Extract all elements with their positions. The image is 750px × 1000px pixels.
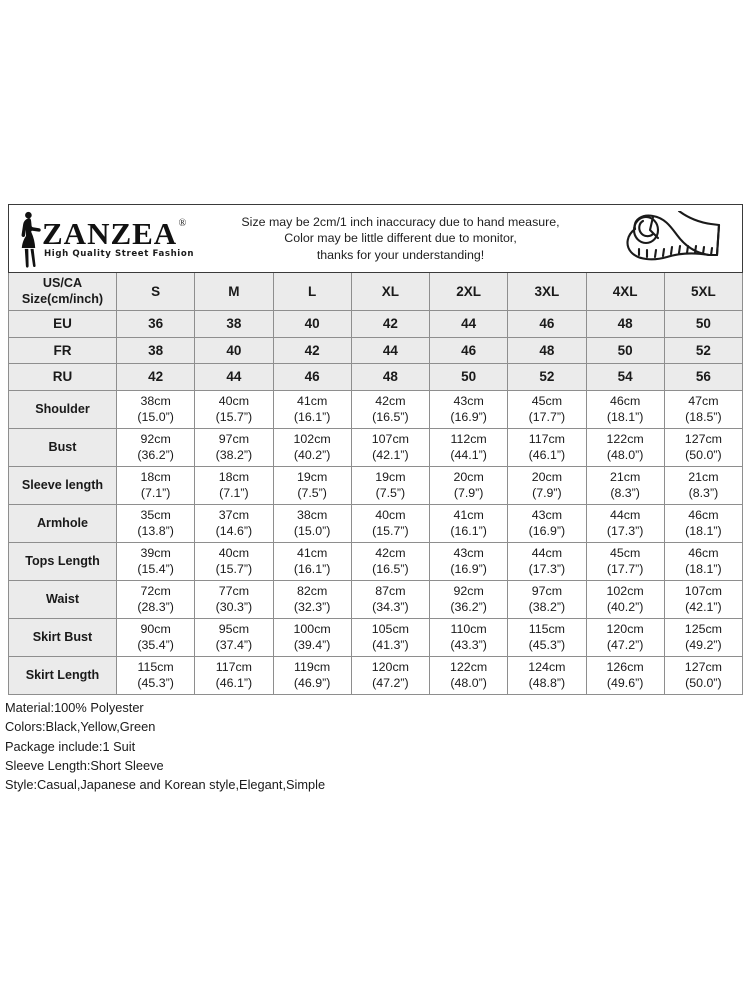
cell-waist-2xl (430, 580, 508, 618)
cell-waist-3xl (508, 580, 586, 618)
cell-shoulder-s (117, 390, 195, 428)
measurement-row-shoulder (9, 390, 743, 428)
cell-eu-4xl: 48 (586, 311, 664, 338)
tape-icon-box (602, 211, 742, 267)
detail-line-4: Sleeve Length:Short Sleeve (5, 757, 164, 773)
cell-bust-xl (351, 428, 429, 466)
value-cm: 125cm (684, 622, 722, 636)
cell-ru-l: 46 (273, 364, 351, 391)
value-cm: 38cm (140, 394, 171, 408)
cell-sleeve-length-2xl (430, 466, 508, 504)
value-inch: (43.3”) (450, 638, 487, 652)
row-label-waist: Waist (9, 580, 117, 618)
value-cm: 87cm (375, 584, 406, 598)
cell-armhole-5xl (664, 504, 742, 542)
cell-skirt-length-3xl (508, 656, 586, 694)
value-inch: (38.2”) (215, 448, 253, 462)
value-inch: (17.3”) (528, 562, 566, 576)
value-cm: 102cm (293, 432, 331, 446)
value-inch: (16.5”) (372, 410, 409, 424)
cell-tops-length-l (273, 542, 351, 580)
value-inch: (48.0”) (606, 448, 644, 462)
value-cm: 38cm (296, 508, 328, 522)
cell-armhole-l (273, 504, 351, 542)
cell-shoulder-2xl (430, 390, 508, 428)
value-cm: 18cm (218, 470, 250, 484)
cell-fr-m: 40 (195, 337, 273, 364)
value-inch: (37.4”) (215, 638, 253, 652)
cell-skirt-bust-5xl (664, 618, 742, 656)
cell-waist-5xl (664, 580, 742, 618)
value-cm: 72cm (140, 584, 171, 598)
cell-fr-3xl: 48 (508, 337, 586, 364)
value-cm: 40cm (375, 508, 406, 522)
value-cm: 41cm (296, 546, 328, 560)
cell-eu-s: 36 (117, 311, 195, 338)
cell-skirt-bust-3xl (508, 618, 586, 656)
value-cm: 117cm (528, 432, 566, 446)
cell-shoulder-l (273, 390, 351, 428)
value-inch: (45.3”) (528, 638, 566, 652)
value-cm: 45cm (531, 394, 563, 408)
cell-sleeve-length-m (195, 466, 273, 504)
cell-armhole-s (117, 504, 195, 542)
detail-line-3: Package include:1 Suit (5, 738, 136, 754)
brand-logo (9, 210, 199, 268)
value-inch: (16.1”) (450, 524, 487, 538)
corner-label-line-2: Size(cm/inch) (21, 291, 104, 306)
measurement-row-waist (9, 580, 743, 618)
cell-waist-m (195, 580, 273, 618)
row-label-eu: EU (9, 311, 117, 338)
value-cm: 107cm (371, 432, 409, 446)
cell-fr-5xl: 52 (664, 337, 742, 364)
value-inch: (44.1”) (450, 448, 487, 462)
value-inch: (15.0”) (137, 410, 174, 424)
value-cm: 107cm (684, 584, 722, 598)
value-cm: 122cm (450, 660, 488, 674)
region-row-ru (9, 364, 743, 391)
value-inch: (38.2”) (528, 600, 566, 614)
value-cm: 43cm (531, 508, 563, 522)
cell-skirt-bust-4xl (586, 618, 664, 656)
measurement-row-armhole (9, 504, 743, 542)
cell-fr-s: 38 (117, 337, 195, 364)
cell-armhole-2xl (430, 504, 508, 542)
cell-sleeve-length-5xl (664, 466, 742, 504)
value-cm: 20cm (453, 470, 484, 484)
value-cm: 43cm (453, 394, 484, 408)
measuring-tape-icon (613, 211, 731, 267)
value-inch: (18.1”) (685, 524, 722, 538)
cell-skirt-bust-xl (351, 618, 429, 656)
cell-skirt-bust-m (195, 618, 273, 656)
cell-armhole-xl (351, 504, 429, 542)
value-cm: 115cm (528, 622, 566, 636)
size-chart-table (8, 204, 743, 695)
size-column-header-4xl: 4XL (586, 273, 664, 311)
value-inch: (15.0”) (293, 524, 331, 538)
value-cm: 122cm (606, 432, 644, 446)
notice-line-1: Size may be 2cm/1 inch inaccuracy due to hand measure, (241, 214, 560, 229)
row-label-skirt-length: Skirt Length (9, 656, 117, 694)
value-cm: 120cm (371, 660, 409, 674)
value-cm: 77cm (218, 584, 250, 598)
value-inch: (39.4”) (293, 638, 331, 652)
cell-ru-4xl: 54 (586, 364, 664, 391)
value-inch: (14.6”) (215, 524, 253, 538)
value-inch: (42.1”) (685, 600, 722, 614)
size-column-header-m: M (195, 273, 273, 311)
header-corner-label (9, 273, 117, 311)
cell-skirt-length-xl (351, 656, 429, 694)
value-cm: 124cm (528, 660, 566, 674)
woman-silhouette-icon (15, 210, 41, 268)
cell-shoulder-3xl (508, 390, 586, 428)
measurement-row-skirt-length (9, 656, 743, 694)
cell-tops-length-4xl (586, 542, 664, 580)
value-cm: 112cm (450, 432, 487, 446)
cell-bust-5xl (664, 428, 742, 466)
cell-tops-length-2xl (430, 542, 508, 580)
value-cm: 92cm (140, 432, 171, 446)
value-cm: 100cm (293, 622, 331, 636)
value-inch: (36.2”) (137, 448, 174, 462)
value-cm: 46cm (609, 394, 641, 408)
value-inch: (48.8”) (528, 676, 566, 690)
value-cm: 82cm (296, 584, 328, 598)
value-inch: (36.2”) (450, 600, 487, 614)
detail-line-5: Style:Casual,Japanese and Korean style,Elegant,Simple (5, 777, 326, 793)
cell-eu-xl: 42 (351, 311, 429, 338)
measurement-row-sleeve-length (9, 466, 743, 504)
value-inch: (13.8”) (137, 524, 174, 538)
cell-ru-xl: 48 (351, 364, 429, 391)
value-inch: (7.9”) (453, 486, 484, 500)
size-column-header-5xl: 5XL (664, 273, 742, 311)
row-label-shoulder: Shoulder (9, 390, 117, 428)
value-cm: 92cm (453, 584, 484, 598)
measurement-row-tops-length (9, 542, 743, 580)
value-inch: (7.5”) (297, 486, 327, 500)
row-label-bust: Bust (9, 428, 117, 466)
value-inch: (15.7”) (215, 562, 253, 576)
notice-line-3: thanks for your understanding! (316, 247, 485, 262)
value-inch: (7.9”) (532, 486, 562, 500)
value-cm: 46cm (688, 546, 719, 560)
size-column-header-l: L (273, 273, 351, 311)
cell-ru-3xl: 52 (508, 364, 586, 391)
value-cm: 97cm (531, 584, 563, 598)
value-inch: (35.4”) (137, 638, 174, 652)
value-cm: 42cm (375, 394, 406, 408)
value-inch: (16.1”) (293, 410, 331, 424)
cell-ru-2xl: 50 (430, 364, 508, 391)
cell-tops-length-3xl (508, 542, 586, 580)
value-cm: 21cm (609, 470, 641, 484)
value-inch: (28.3”) (137, 600, 174, 614)
region-row-fr (9, 337, 743, 364)
cell-bust-2xl (430, 428, 508, 466)
cell-shoulder-5xl (664, 390, 742, 428)
cell-skirt-length-l (273, 656, 351, 694)
value-inch: (17.7”) (528, 410, 566, 424)
row-label-ru: RU (9, 364, 117, 391)
value-inch: (15.7”) (372, 524, 409, 538)
brand-name (42, 218, 187, 250)
size-column-header-s: S (117, 273, 195, 311)
cell-skirt-bust-2xl (430, 618, 508, 656)
registered-mark-icon: ® (178, 218, 188, 230)
value-inch: (16.9”) (528, 524, 566, 538)
value-cm: 115cm (137, 660, 174, 674)
cell-bust-m (195, 428, 273, 466)
size-chart-container (8, 204, 742, 695)
value-cm: 46cm (688, 508, 719, 522)
cell-sleeve-length-4xl (586, 466, 664, 504)
notice-line-2: Color may be little different due to monitor, (284, 231, 517, 246)
value-inch: (48.0”) (450, 676, 487, 690)
value-inch: (40.2”) (606, 600, 644, 614)
region-row-eu (9, 311, 743, 338)
size-column-header-2xl: 2XL (430, 273, 508, 311)
value-cm: 127cm (684, 660, 722, 674)
brand-wordmark (42, 218, 194, 259)
cell-eu-3xl: 46 (508, 311, 586, 338)
value-cm: 19cm (296, 470, 328, 484)
measurement-row-skirt-bust (9, 618, 743, 656)
value-cm: 126cm (606, 660, 644, 674)
measurement-notice (199, 214, 602, 264)
value-cm: 39cm (140, 546, 171, 560)
cell-shoulder-m (195, 390, 273, 428)
cell-eu-l: 40 (273, 311, 351, 338)
cell-skirt-bust-l (273, 618, 351, 656)
cell-waist-4xl (586, 580, 664, 618)
value-inch: (8.3”) (688, 486, 719, 500)
value-inch: (49.6”) (606, 676, 644, 690)
cell-waist-s (117, 580, 195, 618)
value-inch: (46.1”) (215, 676, 253, 690)
value-inch: (16.9”) (450, 562, 487, 576)
cell-waist-l (273, 580, 351, 618)
brand-name-text: ZANZEA (42, 216, 178, 252)
value-cm: 20cm (531, 470, 563, 484)
value-inch: (40.2”) (293, 448, 331, 462)
size-column-header-3xl: 3XL (508, 273, 586, 311)
cell-bust-l (273, 428, 351, 466)
value-inch: (42.1”) (372, 448, 409, 462)
corner-label-line-1: US/CA (42, 276, 83, 290)
cell-armhole-3xl (508, 504, 586, 542)
value-cm: 40cm (218, 546, 250, 560)
cell-sleeve-length-xl (351, 466, 429, 504)
value-cm: 105cm (371, 622, 409, 636)
value-inch: (17.3”) (606, 524, 644, 538)
brand-tagline: High Quality Street Fashion (44, 248, 195, 259)
value-inch: (34.3”) (372, 600, 409, 614)
value-inch: (16.9”) (450, 410, 487, 424)
value-cm: 41cm (296, 394, 328, 408)
cell-waist-xl (351, 580, 429, 618)
value-cm: 47cm (688, 394, 719, 408)
cell-armhole-4xl (586, 504, 664, 542)
value-cm: 97cm (218, 432, 250, 446)
value-cm: 44cm (531, 546, 563, 560)
value-inch: (41.3”) (372, 638, 409, 652)
cell-fr-4xl: 50 (586, 337, 664, 364)
row-label-armhole: Armhole (9, 504, 117, 542)
cell-bust-4xl (586, 428, 664, 466)
cell-tops-length-xl (351, 542, 429, 580)
value-inch: (18.1”) (606, 410, 644, 424)
value-cm: 110cm (450, 622, 487, 636)
banner-row (9, 205, 743, 273)
value-inch: (46.1”) (528, 448, 566, 462)
cell-ru-s: 42 (117, 364, 195, 391)
cell-skirt-length-s (117, 656, 195, 694)
value-cm: 120cm (606, 622, 644, 636)
row-label-sleeve-length: Sleeve length (9, 466, 117, 504)
cell-ru-m: 44 (195, 364, 273, 391)
cell-tops-length-s (117, 542, 195, 580)
value-inch: (15.7”) (215, 410, 253, 424)
banner-cell (9, 205, 743, 273)
cell-armhole-m (195, 504, 273, 542)
cell-skirt-length-4xl (586, 656, 664, 694)
value-inch: (46.9”) (293, 676, 331, 690)
value-cm: 18cm (140, 470, 171, 484)
value-cm: 127cm (684, 432, 722, 446)
value-inch: (50.0”) (685, 676, 722, 690)
value-inch: (47.2”) (606, 638, 644, 652)
value-inch: (8.3”) (610, 486, 640, 500)
value-inch: (7.5”) (375, 486, 406, 500)
cell-shoulder-xl (351, 390, 429, 428)
cell-eu-5xl: 50 (664, 311, 742, 338)
value-cm: 90cm (140, 622, 171, 636)
value-cm: 95cm (218, 622, 250, 636)
value-inch: (50.0”) (685, 448, 722, 462)
value-inch: (45.3”) (137, 676, 174, 690)
value-cm: 37cm (218, 508, 250, 522)
value-cm: 40cm (218, 394, 250, 408)
cell-eu-2xl: 44 (430, 311, 508, 338)
value-inch: (15.4”) (137, 562, 174, 576)
value-inch: (16.1”) (293, 562, 331, 576)
value-cm: 19cm (375, 470, 406, 484)
cell-bust-s (117, 428, 195, 466)
value-cm: 21cm (688, 470, 719, 484)
value-inch: (18.5”) (685, 410, 722, 424)
cell-ru-5xl: 56 (664, 364, 742, 391)
value-cm: 45cm (609, 546, 641, 560)
measurement-row-bust (9, 428, 743, 466)
value-cm: 117cm (215, 660, 253, 674)
value-cm: 42cm (375, 546, 406, 560)
cell-skirt-bust-s (117, 618, 195, 656)
cell-fr-l: 42 (273, 337, 351, 364)
cell-skirt-length-2xl (430, 656, 508, 694)
value-inch: (16.5”) (372, 562, 409, 576)
cell-shoulder-4xl (586, 390, 664, 428)
value-cm: 44cm (609, 508, 641, 522)
value-inch: (7.1”) (140, 486, 171, 500)
detail-line-2: Colors:Black,Yellow,Green (5, 719, 156, 735)
value-cm: 119cm (293, 660, 331, 674)
size-column-header-xl: XL (351, 273, 429, 311)
value-inch: (30.3”) (215, 600, 253, 614)
product-details (5, 698, 565, 794)
value-cm: 43cm (453, 546, 484, 560)
value-inch: (49.2”) (685, 638, 722, 652)
value-inch: (18.1”) (685, 562, 722, 576)
cell-bust-3xl (508, 428, 586, 466)
banner (9, 206, 742, 272)
value-inch: (7.1”) (219, 486, 249, 500)
detail-line-1: Material:100% Polyester (5, 700, 144, 715)
cell-sleeve-length-l (273, 466, 351, 504)
value-inch: (47.2”) (372, 676, 409, 690)
value-cm: 102cm (606, 584, 644, 598)
cell-eu-m: 38 (195, 311, 273, 338)
value-cm: 35cm (140, 508, 171, 522)
value-cm: 41cm (453, 508, 484, 522)
cell-fr-2xl: 46 (430, 337, 508, 364)
row-label-fr: FR (9, 337, 117, 364)
value-inch: (17.7”) (606, 562, 644, 576)
table-header-row (9, 273, 743, 311)
cell-fr-xl: 44 (351, 337, 429, 364)
cell-sleeve-length-3xl (508, 466, 586, 504)
cell-skirt-length-5xl (664, 656, 742, 694)
row-label-tops-length: Tops Length (9, 542, 117, 580)
cell-tops-length-5xl (664, 542, 742, 580)
row-label-skirt-bust: Skirt Bust (9, 618, 117, 656)
cell-tops-length-m (195, 542, 273, 580)
cell-sleeve-length-s (117, 466, 195, 504)
value-inch: (32.3”) (293, 600, 331, 614)
cell-skirt-length-m (195, 656, 273, 694)
